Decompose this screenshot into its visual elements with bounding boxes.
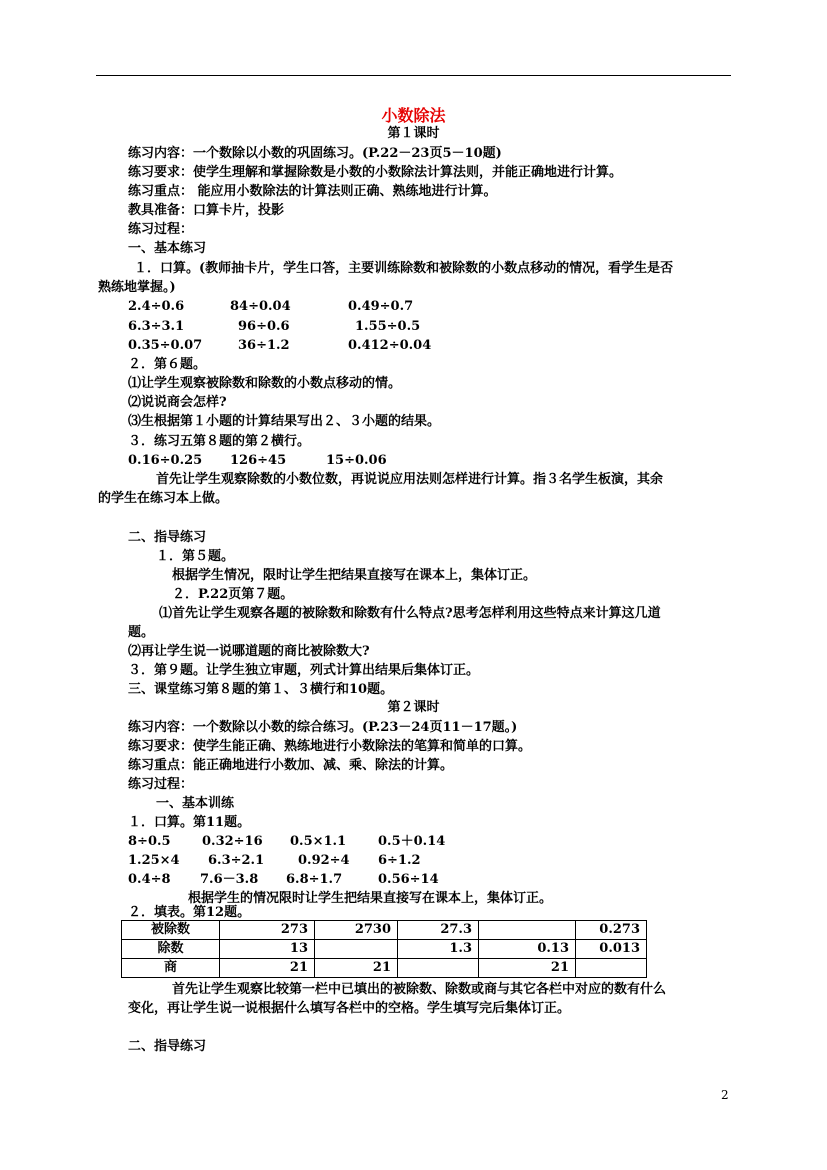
lesson1-item2: ２．第６题。 — [128, 357, 207, 372]
lesson2-process: 练习过程： — [128, 777, 194, 792]
lesson1-tools: 教具准备：口算卡片，投影 — [128, 203, 285, 218]
table-cell: 273 — [220, 921, 315, 940]
calc-expression: 0.5＋0.14 — [378, 834, 446, 849]
lesson1-item2-sub1: ⑴让学生观察被除数和除数的小数点移动的情。 — [128, 376, 402, 391]
calc-expression: 0.56÷14 — [378, 872, 439, 887]
table-row — [122, 940, 647, 959]
table-cell — [479, 921, 576, 940]
lesson1-item2-sub3: ⑶生根据第１小题的计算结果写出２、３小题的结果。 — [128, 414, 441, 429]
calc-expression: 0.35÷0.07 — [128, 338, 203, 353]
table-row-label: 商 — [122, 959, 220, 978]
lesson1-guide3: ３．第９题。让学生独立审题，列式计算出结果后集体订正。 — [128, 663, 480, 678]
lesson1-guide2: ２．P.22页第７题。 — [172, 587, 294, 602]
lesson2-item1: １．口算。第11题。 — [128, 815, 251, 830]
table-cell: 1.3 — [398, 940, 479, 959]
lesson1-item1-line2: 熟练地掌握。) — [98, 280, 176, 295]
calc-expression: 0.412÷0.04 — [348, 338, 432, 353]
calc-expression: 126÷45 — [230, 453, 287, 468]
table-cell: 0.13 — [479, 940, 576, 959]
lesson1-content: 练习内容：一个数除以小数的巩固练习。(P.22－23页5－10题) — [128, 146, 502, 161]
lesson2-section2: 二、指导练习 — [128, 1039, 207, 1054]
calc-expression: 2.4÷0.6 — [128, 299, 185, 314]
table-cell: 2730 — [315, 921, 398, 940]
header-rule — [96, 75, 731, 76]
calc-expression: 8÷0.5 — [128, 834, 171, 849]
calc-expression: 6÷1.2 — [378, 853, 421, 868]
lesson1-section1: 一、基本练习 — [128, 241, 207, 256]
table-cell — [315, 940, 398, 959]
lesson1-section3: 三、课堂练习第８题的第１、３横行和10题。 — [128, 682, 394, 697]
calc-expression: 84÷0.04 — [230, 299, 291, 314]
table-cell: 0.273 — [576, 921, 647, 940]
calc-expression: 0.92÷4 — [298, 853, 350, 868]
lesson2-paragraph-line2: 变化，再让学生说一说根据什么填写各栏中的空格。学生填写完后集体订正。 — [128, 1001, 571, 1016]
calc-expression: 0.4÷8 — [128, 872, 171, 887]
lesson2-section1: 一、基本训练 — [156, 796, 235, 811]
lesson1-item3: ３．练习五第８题的第２横行。 — [128, 434, 311, 449]
table-cell: 0.013 — [576, 940, 647, 959]
table-cell — [398, 959, 479, 978]
calc-expression: 36÷1.2 — [238, 338, 290, 353]
table-cell: 27.3 — [398, 921, 479, 940]
table-cell: 21 — [479, 959, 576, 978]
lesson1-item1-line1: １．口算。(教师抽卡片，学生口答，主要训练除数和被除数的小数点移动的情况，看学生是否 — [134, 261, 674, 276]
lesson2-content: 练习内容：一个数除以小数的综合练习。(P.23－24页11－17题。) — [128, 720, 518, 735]
lesson1-focus: 练习重点： 能应用小数除法的计算法则正确、熟练地进行计算。 — [128, 184, 497, 199]
table-row-label: 被除数 — [122, 921, 220, 940]
lesson1-guide1-text: 根据学生情况，限时让学生把结果直接写在课本上，集体订正。 — [172, 568, 537, 583]
table-row-label: 除数 — [122, 940, 220, 959]
lesson1-requirement: 练习要求：使学生理解和掌握除数是小数的小数除法计算法则，并能正确地进行计算。 — [128, 165, 623, 180]
calc-expression: 15÷0.06 — [326, 453, 387, 468]
lesson2-focus: 练习重点：能正确地进行小数加、减、乘、除法的计算。 — [128, 758, 454, 773]
lesson1-item2-sub2: ⑵说说商会怎样? — [128, 395, 227, 410]
lesson1-section2: 二、指导练习 — [128, 530, 207, 545]
table-cell: 21 — [220, 959, 315, 978]
table-row — [122, 959, 647, 978]
lesson1-guide2-sub1-line1: ⑴首先让学生观察各题的被除数和除数有什么特点?思考怎样利用这些特点来计算这几道 — [159, 606, 661, 621]
lesson2-heading: 第２课时 — [387, 700, 440, 715]
calc-expression: 6.3÷3.1 — [128, 319, 185, 334]
calc-expression: 7.6－3.8 — [200, 872, 259, 887]
calc-expression: 96÷0.6 — [238, 319, 290, 334]
lesson2-item2: ２．填表。第12题。 — [128, 905, 251, 920]
page-number: 2 — [721, 1088, 729, 1102]
calc-expression: 6.8÷1.7 — [286, 872, 343, 887]
lesson1-guide2-sub1-line2: 题。 — [128, 625, 155, 640]
calc-expression: 0.32÷16 — [202, 834, 263, 849]
calc-expression: 1.25×4 — [128, 853, 180, 868]
calc-expression: 0.5×1.1 — [290, 834, 347, 849]
lesson1-process: 练习过程： — [128, 222, 194, 237]
lesson1-paragraph-line2: 的学生在练习本上做。 — [98, 491, 229, 506]
calc-expression: 1.55÷0.5 — [355, 319, 421, 334]
table-cell: 21 — [315, 959, 398, 978]
lesson2-paragraph-line1: 首先让学生观察比较第一栏中已填出的被除数、除数或商与其它各栏中对应的数有什么 — [172, 982, 667, 997]
calc-expression: 0.16÷0.25 — [128, 453, 203, 468]
lesson1-paragraph-line1: 首先让学生观察除数的小数位数，再说说应用法则怎样进行计算。指３名学生板演，其余 — [156, 472, 664, 487]
table-cell — [576, 959, 647, 978]
table-row — [122, 921, 647, 940]
fill-table — [121, 920, 647, 978]
lesson1-guide1: １．第５题。 — [156, 549, 235, 564]
calc-expression: 0.49÷0.7 — [348, 299, 414, 314]
lesson1-heading: 第１课时 — [387, 126, 440, 141]
table-cell: 13 — [220, 940, 315, 959]
lesson2-item1-text: 根据学生的情况限时让学生把结果直接写在课本上，集体订正。 — [188, 891, 553, 906]
calc-expression: 6.3÷2.1 — [208, 853, 265, 868]
lesson2-requirement: 练习要求：使学生能正确、熟练地进行小数除法的笔算和简单的口算。 — [128, 739, 532, 754]
lesson1-guide2-sub2: ⑵再让学生说一说哪道题的商比被除数大? — [128, 644, 370, 659]
page-title: 小数除法 — [381, 106, 446, 125]
